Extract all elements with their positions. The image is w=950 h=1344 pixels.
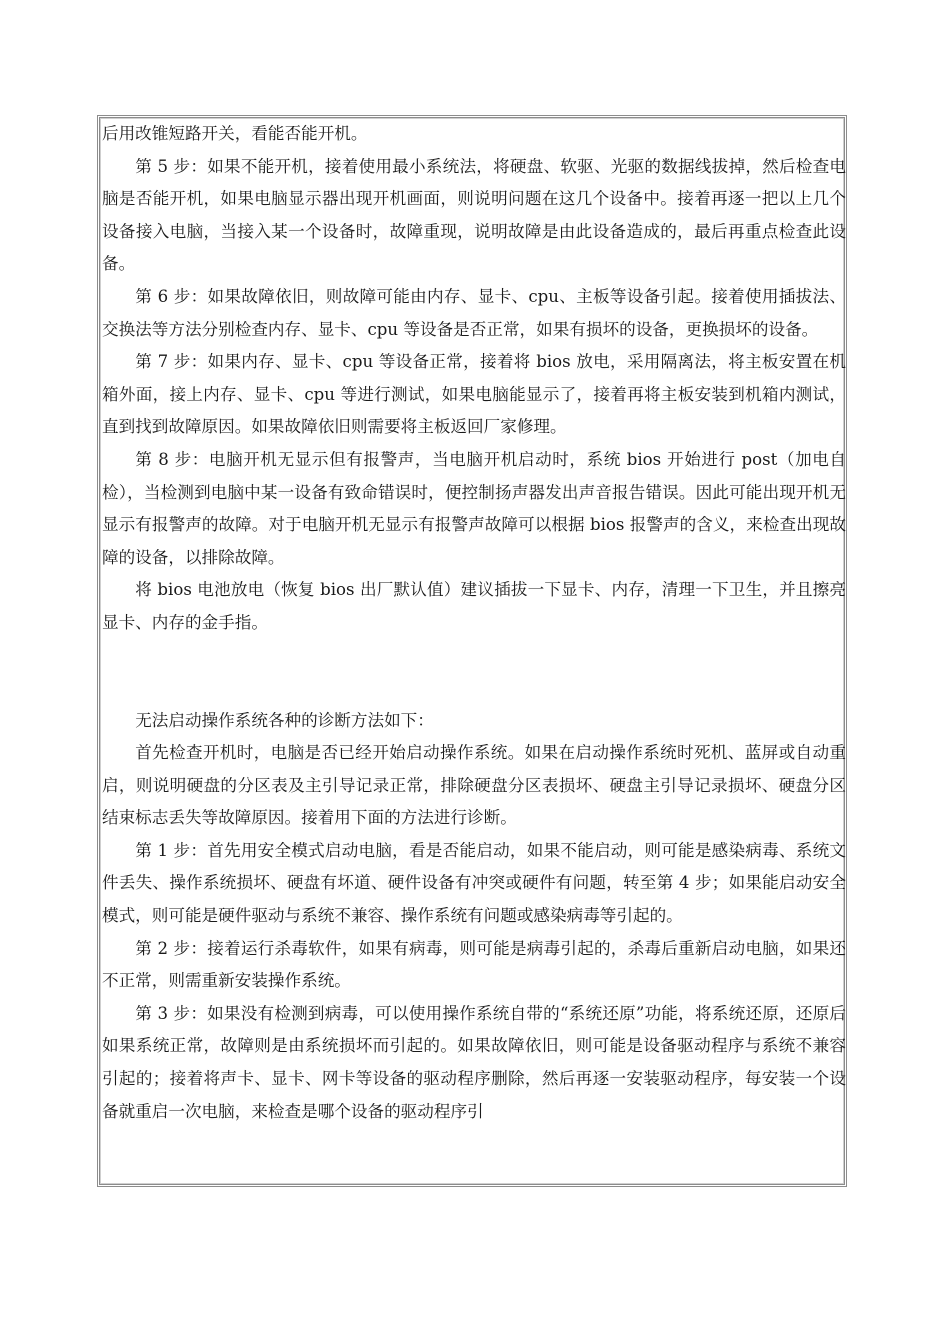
paragraph: 第 2 步：接着运行杀毒软件，如果有病毒，则可能是病毒引起的，杀毒后重新启动电脑，如果还不正常，则需重新安装操作系统。 bbox=[102, 938, 846, 991]
section-heading: 无法启动操作系统各种的诊断方法如下： bbox=[135, 710, 434, 730]
document-body bbox=[102, 118, 846, 1128]
paragraph: 将 bios 电池放电（恢复 bios 出厂默认值）建议插拔一下显卡、内存，清理一下卫生，并且擦亮显卡、内存的金手指。 bbox=[102, 580, 846, 632]
paragraph: 第 5 步：如果不能开机，接着使用最小系统法，将硬盘、软驱、光驱的数据线拔掉，然后检查电脑是否能开机，如果电脑显示器出现开机画面，则说明问题在这几个设备中。接着再逐一把以上几个设备接入电脑，当接入某一个设备时，故障重现，说明故障是由此设备造成的，最后再重点检查此设备。 bbox=[102, 156, 846, 274]
blank-line bbox=[102, 640, 846, 705]
paragraph: 第 6 步：如果故障依旧，则故障可能由内存、显卡、cpu、主板等设备引起。接着使用插拔法、交换法等方法分别检查内存、显卡、cpu 等设备是否正常，如果有损坏的设备，更换损坏的设备。 bbox=[102, 286, 846, 339]
paragraph: 首先检查开机时，电脑是否已经开始启动操作系统。如果在启动操作系统时死机、蓝屏或自动重启，则说明硬盘的分区表及主引导记录正常，排除硬盘分区表损坏、硬盘主引导记录损坏、硬盘分区结束标志丢失等故障原因。接着用下面的方法进行诊断。 bbox=[102, 743, 846, 828]
paragraph: 第 3 步：如果没有检测到病毒，可以使用操作系统自带的“系统还原”功能，将系统还原，还原后如果系统正常，故障则是由系统损坏而引起的。如果故障依旧，则可能是设备驱动程序与系统不兼容引起的；接着将声卡、显卡、网卡等设备的驱动程序删除，然后再逐一安装驱动程序，每安装一个设备就重启一次电脑，来检查是哪个设备的驱动程序引 bbox=[102, 1003, 846, 1121]
paragraph: 后用改锥短路开关，看能否能开机。 bbox=[102, 124, 368, 143]
paragraph: 第 7 步：如果内存、显卡、cpu 等设备正常，接着将 bios 放电，采用隔离法，将主板安置在机箱外面，接上内存、显卡、cpu 等进行测试，如果电脑能显示了，接着再将主板安装到机箱内测试，直到找到故障原因。如果故障依旧则需要将主板返回厂家修理。 bbox=[102, 352, 846, 437]
paragraph: 第 8 步：电脑开机无显示但有报警声，当电脑开机启动时，系统 bios 开始进行 post（加电自检），当检测到电脑中某一设备有致命错误时，便控制扬声器发出声音报告错误。因此可能出现开机无显示有报警声的故障。对于电脑开机无显示有报警声故障可以根据 bios 报警声的含义，来检查出现故障的设备，以排除故障。 bbox=[102, 449, 846, 567]
paragraph: 第 1 步：首先用安全模式启动电脑，看是否能启动，如果不能启动，则可能是感染病毒、系统文件丢失、操作系统损坏、硬盘有坏道、硬件设备有冲突或硬件有问题，转至第 4 步；如果能启动安全模式，则可能是硬件驱动与系统不兼容、操作系统有问题或感染病毒等引起的。 bbox=[102, 840, 846, 926]
